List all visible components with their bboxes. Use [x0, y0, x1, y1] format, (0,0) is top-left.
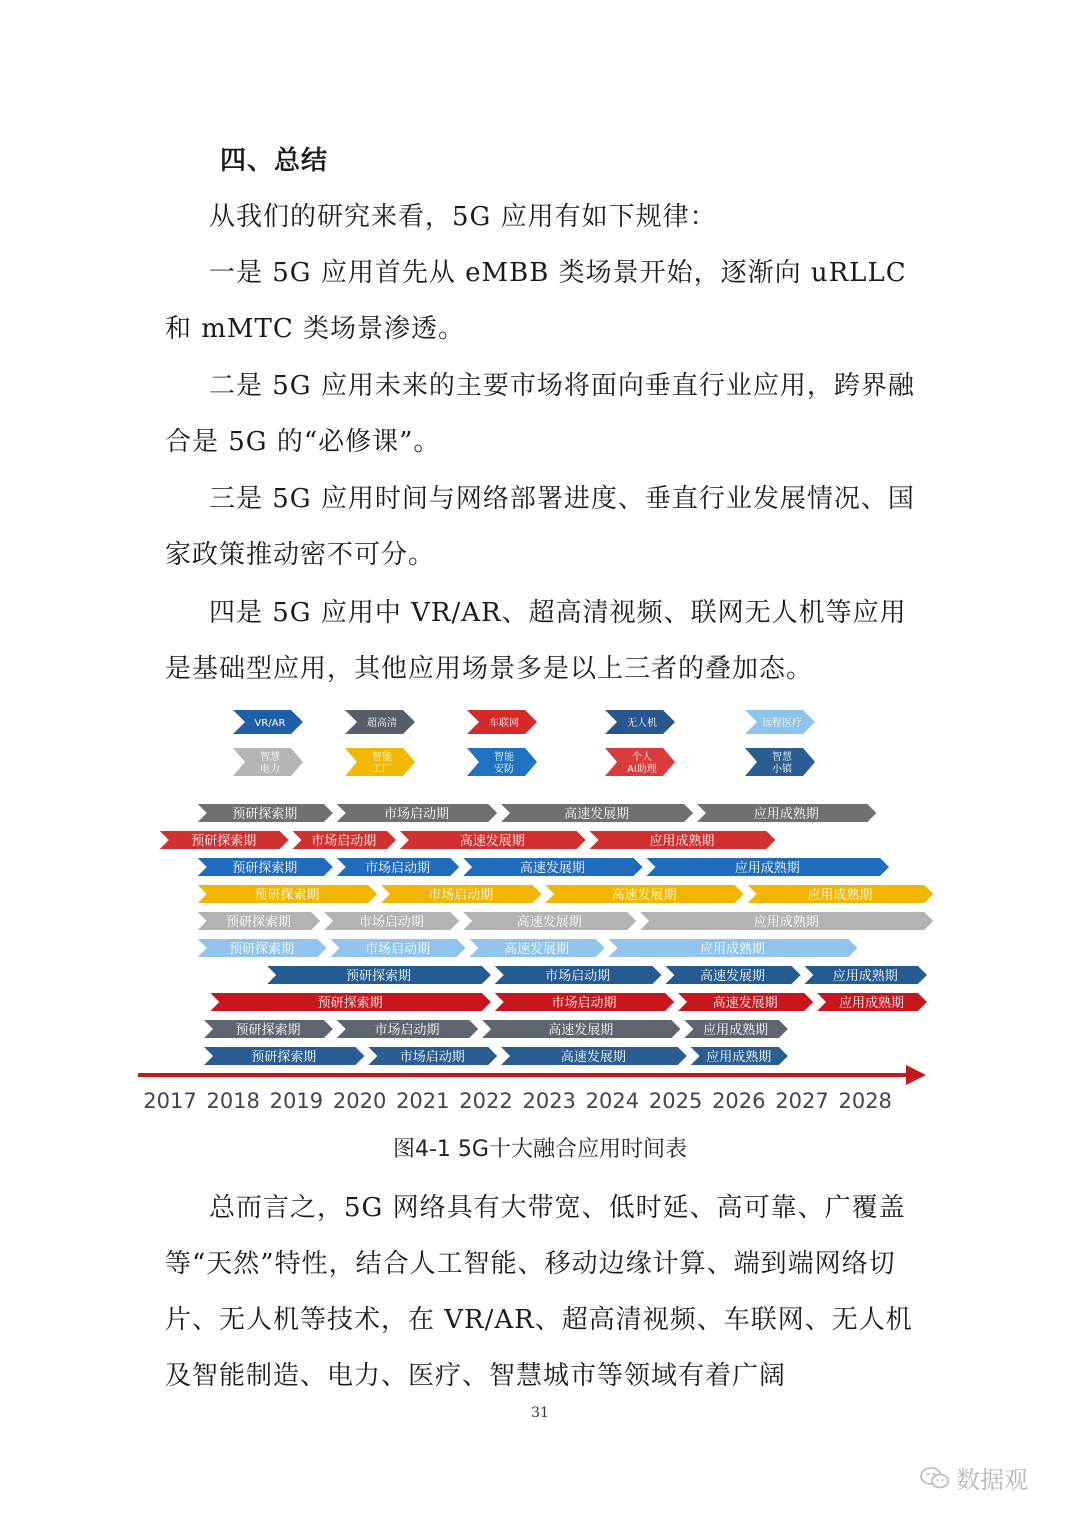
timeline-row — [195, 803, 878, 823]
phase-label: 高速发展期 — [699, 969, 765, 984]
timeline-chart — [0, 700, 1080, 1120]
year-tick-label: 2021 — [396, 1089, 450, 1113]
timeline-row — [265, 965, 929, 985]
legend-label: 智慧 — [772, 752, 792, 763]
paragraph-point-4: 四是 5G 应用中 VR/AR、超高清视频、联网无人机等应用是基础型应用，其他应用场景多是以上三者的叠加态。 — [165, 598, 907, 684]
phase-label: 预研探索期 — [191, 834, 257, 849]
legend-label: 工厂 — [372, 764, 392, 775]
timeline-row — [208, 992, 928, 1012]
legend-label: 车联网 — [489, 718, 519, 729]
phase-label: 市场启动期 — [383, 807, 449, 822]
legend-label: 智能 — [494, 752, 514, 763]
phase-label: 应用成熟期 — [839, 996, 905, 1011]
phase-label: 预研探索期 — [254, 888, 320, 903]
timeline-row — [195, 911, 934, 931]
phase-label: 市场启动期 — [365, 861, 431, 876]
legend-item — [605, 710, 675, 734]
legend-label: 智慧 — [260, 752, 280, 763]
year-tick-label: 2018 — [206, 1089, 260, 1113]
phase-label: 高速发展期 — [519, 861, 585, 876]
paragraph-conclusion: 总而言之，5G 网络具有大带宽、低时延、高可靠、广覆盖等“天然”特性，结合人工智能、移动边缘计算、端到端网络切片、无人机等技术，在 VR/AR、超高清视频、车联网、无人机及智能制造、电力、医疗、智慧城市等领域有着广阔 — [165, 1193, 913, 1391]
legend-label: 智能 — [372, 752, 392, 763]
paragraph-point-2: 二是 5G 应用未来的主要市场将面向垂直行业应用，跨界融合是 5G 的“必修课”。 — [165, 371, 915, 457]
year-tick-label: 2024 — [585, 1089, 640, 1113]
phase-label: 市场启动期 — [365, 942, 431, 957]
year-tick-label: 2019 — [269, 1089, 324, 1113]
year-tick-label: 2028 — [838, 1089, 892, 1113]
paragraph-point-3: 三是 5G 应用时间与网络部署进度、垂直行业发展情况、国家政策推动密不可分。 — [165, 484, 915, 570]
legend-label: 个人 — [632, 752, 652, 763]
phase-label: 高速发展期 — [611, 888, 677, 903]
phase-label: 预研探索期 — [235, 1023, 301, 1038]
watermark-text: 数据观 — [956, 1466, 1028, 1494]
legend-item — [345, 748, 415, 776]
phase-label: 高速发展期 — [459, 834, 525, 849]
phase-label: 市场启动期 — [374, 1023, 440, 1038]
paragraph-intro: 从我们的研究来看，5G 应用有如下规律： — [209, 202, 717, 232]
year-tick-label: 2025 — [648, 1089, 703, 1113]
timeline-row — [202, 1019, 790, 1039]
year-tick-label: 2023 — [522, 1089, 576, 1113]
phase-label: 高速发展期 — [504, 942, 570, 957]
year-tick-label: 2020 — [332, 1089, 387, 1113]
phase-label: 高速发展期 — [548, 1023, 614, 1038]
legend-item — [467, 748, 537, 776]
legend-item — [345, 710, 415, 734]
timeline-row — [157, 830, 776, 850]
section-heading: 四、总结 — [220, 146, 329, 176]
phase-label: 市场启动期 — [358, 915, 424, 930]
legend-item — [233, 710, 303, 734]
phase-label: 应用成熟期 — [753, 807, 819, 822]
phase-label: 预研探索期 — [232, 861, 298, 876]
timeline-row — [195, 857, 890, 877]
legend-item — [233, 748, 303, 776]
paragraph-point-1: 一是 5G 应用首先从 eMBB 类场景开始，逐渐向 uRLLC 和 mMTC 类场景渗透。 — [165, 258, 907, 344]
legend-label: 超高清 — [367, 718, 397, 729]
phase-label: 应用成熟期 — [734, 861, 800, 876]
legend-label: 远程医疗 — [762, 718, 802, 729]
axis-arrowhead — [906, 1065, 926, 1085]
phase-label: 应用成熟期 — [807, 888, 873, 903]
legend-label: VR/AR — [254, 718, 286, 729]
legend-label: 安防 — [494, 764, 514, 775]
legend-item — [605, 748, 675, 776]
phase-label: 市场启动期 — [545, 969, 611, 984]
wechat-icon — [920, 1467, 950, 1489]
year-tick-label: 2022 — [459, 1089, 513, 1113]
phase-label: 应用成熟期 — [832, 969, 898, 984]
phase-label: 应用成熟期 — [706, 1050, 772, 1065]
timeline-row — [195, 938, 859, 958]
watermark — [920, 1460, 1028, 1495]
year-tick-label: 2017 — [143, 1089, 197, 1113]
phase-label: 预研探索期 — [232, 807, 298, 822]
phase-label: 高速发展期 — [564, 807, 630, 822]
legend-label: 无人机 — [627, 718, 657, 729]
phase-label: 高速发展期 — [712, 996, 778, 1011]
phase-label: 高速发展期 — [516, 915, 582, 930]
timeline-row — [195, 884, 934, 904]
phase-label: 预研探索期 — [225, 915, 291, 930]
phase-label: 应用成熟期 — [753, 915, 819, 930]
timeline-row — [202, 1046, 790, 1066]
year-tick-label: 2027 — [775, 1089, 829, 1113]
legend-item — [745, 748, 815, 776]
phase-label: 应用成熟期 — [699, 942, 765, 957]
phase-label: 市场启动期 — [551, 996, 617, 1011]
figure-caption: 图4-1 5G十大融合应用时间表 — [393, 1137, 687, 1162]
phase-label: 应用成熟期 — [703, 1023, 769, 1038]
legend-label: 电力 — [260, 764, 280, 775]
phase-label: 预研探索期 — [346, 969, 412, 984]
legend-item — [745, 710, 815, 734]
phase-label: 市场启动期 — [311, 834, 377, 849]
page-number: 31 — [531, 1405, 549, 1421]
phase-label: 预研探索期 — [229, 942, 295, 957]
phase-label: 预研探索期 — [317, 996, 383, 1011]
phase-label: 高速发展期 — [560, 1050, 626, 1065]
legend-label: AI助理 — [627, 764, 657, 775]
phase-label: 应用成熟期 — [649, 834, 715, 849]
legend-label: 小镇 — [772, 764, 792, 775]
phase-label: 市场启动期 — [399, 1050, 465, 1065]
phase-label: 预研探索期 — [251, 1050, 317, 1065]
legend-item — [467, 710, 537, 734]
year-tick-label: 2026 — [712, 1089, 766, 1113]
phase-label: 市场启动期 — [428, 888, 494, 903]
